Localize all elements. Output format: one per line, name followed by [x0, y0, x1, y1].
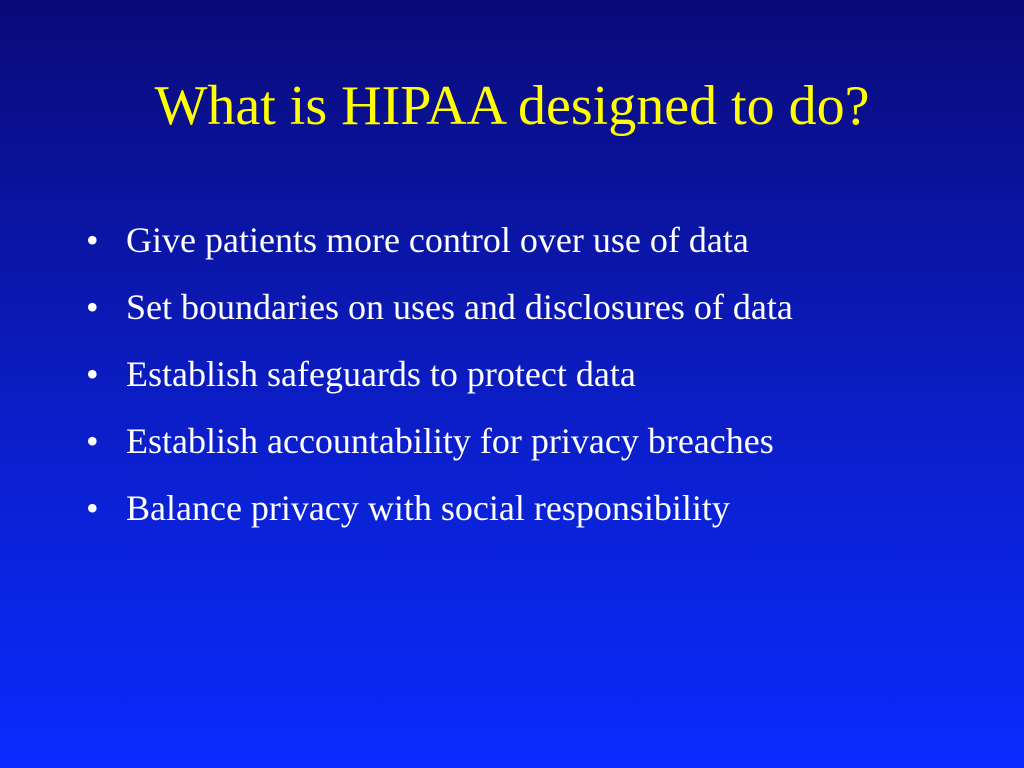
bullet-glyph: • [86, 421, 99, 461]
bullet-list [86, 216, 946, 551]
bullet-item [86, 216, 946, 264]
bullet-item [86, 484, 946, 532]
bullet-glyph: • [86, 354, 99, 394]
bullet-text: Establish safeguards to protect data [126, 354, 636, 394]
bullet-glyph: • [86, 220, 99, 260]
bullet-text: Balance privacy with social responsibility [126, 488, 730, 528]
bullet-glyph: • [86, 287, 99, 327]
bullet-glyph: • [86, 488, 99, 528]
bullet-item [86, 350, 946, 398]
bullet-text: Set boundaries on uses and disclosures of data [126, 287, 793, 327]
bullet-item [86, 417, 946, 465]
bullet-text: Establish accountability for privacy breaches [126, 421, 774, 461]
bullet-item [86, 283, 946, 331]
slide-title: What is HIPAA designed to do? [154, 75, 870, 137]
bullet-text: Give patients more control over use of data [126, 220, 749, 260]
